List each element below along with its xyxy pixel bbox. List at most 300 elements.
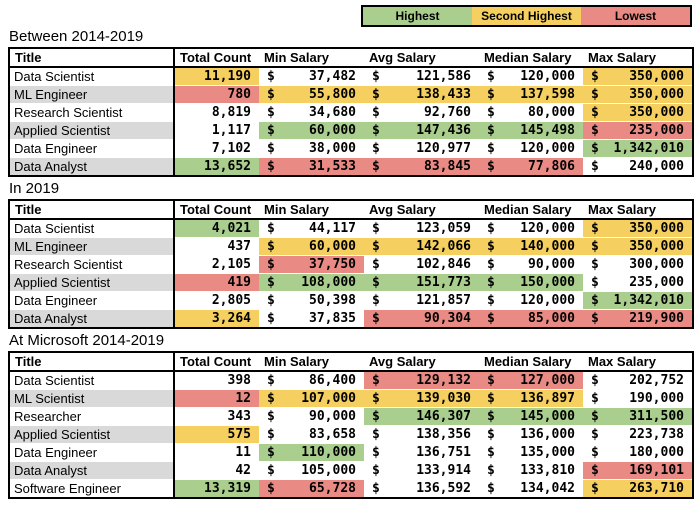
cell-title[interactable]: Data Engineer bbox=[9, 140, 174, 158]
cell-total-count[interactable]: 8,819 bbox=[174, 104, 259, 122]
cell-avg-salary[interactable] bbox=[364, 274, 479, 292]
cell-title[interactable]: ML Engineer bbox=[9, 86, 174, 104]
cell-max-salary[interactable] bbox=[583, 390, 693, 408]
table-row bbox=[9, 104, 693, 122]
salary-value: 108,000 bbox=[301, 275, 356, 290]
legend-item-lowest: Lowest bbox=[581, 7, 690, 25]
salary-value: 80,000 bbox=[528, 105, 575, 120]
column-header-title[interactable]: Title bbox=[9, 352, 174, 371]
cell-max-salary[interactable] bbox=[583, 274, 693, 292]
dollar-sign: $ bbox=[372, 69, 380, 84]
dollar-sign: $ bbox=[591, 481, 599, 496]
salary-tables-container bbox=[8, 29, 692, 499]
cell-median-salary[interactable] bbox=[479, 444, 583, 462]
salary-value: 190,000 bbox=[629, 391, 684, 406]
salary-value: 34,680 bbox=[309, 105, 356, 120]
cell-max-salary[interactable] bbox=[583, 122, 693, 140]
dollar-sign: $ bbox=[487, 123, 495, 138]
dollar-sign: $ bbox=[372, 427, 380, 442]
column-header-max-salary[interactable]: Max Salary bbox=[583, 48, 693, 67]
header-row bbox=[9, 48, 693, 67]
dollar-sign: $ bbox=[372, 141, 380, 156]
salary-value: 85,000 bbox=[528, 311, 575, 326]
dollar-sign: $ bbox=[267, 257, 275, 272]
salary-value: 136,751 bbox=[416, 445, 471, 460]
salary-value: 300,000 bbox=[629, 257, 684, 272]
section-title: In 2019 bbox=[9, 180, 60, 197]
salary-value: 133,810 bbox=[520, 463, 575, 478]
column-header-total-count[interactable]: Total Count bbox=[174, 200, 259, 219]
cell-min-salary[interactable] bbox=[259, 238, 364, 256]
dollar-sign: $ bbox=[487, 141, 495, 156]
cell-total-count[interactable]: 575 bbox=[174, 426, 259, 444]
cell-min-salary[interactable] bbox=[259, 274, 364, 292]
column-header-median-salary[interactable]: Median Salary bbox=[479, 48, 583, 67]
salary-value: 137,598 bbox=[520, 87, 575, 102]
dollar-sign: $ bbox=[267, 141, 275, 156]
cell-median-salary[interactable] bbox=[479, 292, 583, 310]
cell-title[interactable]: Applied Scientist bbox=[9, 274, 174, 292]
legend-row bbox=[8, 5, 692, 27]
cell-max-salary[interactable] bbox=[583, 462, 693, 480]
cell-min-salary[interactable] bbox=[259, 158, 364, 177]
column-header-min-salary[interactable]: Min Salary bbox=[259, 48, 364, 67]
cell-min-salary[interactable] bbox=[259, 371, 364, 390]
cell-max-salary[interactable] bbox=[583, 219, 693, 238]
dollar-sign: $ bbox=[591, 373, 599, 388]
cell-title[interactable]: Data Scientist bbox=[9, 371, 174, 390]
table-row bbox=[9, 462, 693, 480]
salary-value: 92,760 bbox=[424, 105, 471, 120]
salary-value: 120,000 bbox=[520, 221, 575, 236]
column-header-title[interactable]: Title bbox=[9, 48, 174, 67]
column-header-total-count[interactable]: Total Count bbox=[174, 352, 259, 371]
data-table bbox=[8, 199, 694, 329]
cell-min-salary[interactable] bbox=[259, 86, 364, 104]
salary-value: 129,132 bbox=[416, 373, 471, 388]
cell-avg-salary[interactable] bbox=[364, 480, 479, 499]
cell-total-count[interactable]: 42 bbox=[174, 462, 259, 480]
cell-total-count[interactable]: 3,264 bbox=[174, 310, 259, 329]
salary-value: 235,000 bbox=[629, 275, 684, 290]
dollar-sign: $ bbox=[591, 257, 599, 272]
salary-value: 139,030 bbox=[416, 391, 471, 406]
cell-max-salary[interactable] bbox=[583, 426, 693, 444]
cell-median-salary[interactable] bbox=[479, 462, 583, 480]
cell-total-count[interactable]: 2,105 bbox=[174, 256, 259, 274]
cell-total-count[interactable]: 11,190 bbox=[174, 67, 259, 86]
cell-max-salary[interactable] bbox=[583, 158, 693, 177]
cell-total-count[interactable]: 7,102 bbox=[174, 140, 259, 158]
table-row bbox=[9, 238, 693, 256]
cell-avg-salary[interactable] bbox=[364, 371, 479, 390]
salary-value: 350,000 bbox=[629, 105, 684, 120]
legend-item-second-highest: Second Highest bbox=[472, 7, 581, 25]
cell-max-salary[interactable] bbox=[583, 480, 693, 499]
cell-min-salary[interactable] bbox=[259, 480, 364, 499]
dollar-sign: $ bbox=[372, 159, 380, 174]
dollar-sign: $ bbox=[487, 427, 495, 442]
dollar-sign: $ bbox=[267, 311, 275, 326]
salary-value: 37,750 bbox=[309, 257, 356, 272]
salary-value: 123,059 bbox=[416, 221, 471, 236]
salary-value: 136,592 bbox=[416, 481, 471, 496]
cell-title[interactable]: Research Scientist bbox=[9, 256, 174, 274]
dollar-sign: $ bbox=[591, 221, 599, 236]
dollar-sign: $ bbox=[591, 87, 599, 102]
cell-min-salary[interactable] bbox=[259, 390, 364, 408]
table-row bbox=[9, 390, 693, 408]
cell-total-count[interactable]: 4,021 bbox=[174, 219, 259, 238]
cell-min-salary[interactable] bbox=[259, 104, 364, 122]
legend-item-highest: Highest bbox=[363, 7, 472, 25]
cell-title[interactable]: ML Engineer bbox=[9, 238, 174, 256]
salary-value: 50,398 bbox=[309, 293, 356, 308]
dollar-sign: $ bbox=[372, 373, 380, 388]
salary-value: 60,000 bbox=[309, 123, 356, 138]
salary-value: 37,482 bbox=[309, 69, 356, 84]
dollar-sign: $ bbox=[267, 105, 275, 120]
cell-min-salary[interactable] bbox=[259, 256, 364, 274]
dollar-sign: $ bbox=[267, 239, 275, 254]
cell-min-salary[interactable] bbox=[259, 292, 364, 310]
cell-total-count[interactable]: 11 bbox=[174, 444, 259, 462]
dollar-sign: $ bbox=[372, 463, 380, 478]
dollar-sign: $ bbox=[487, 221, 495, 236]
salary-value: 55,800 bbox=[309, 87, 356, 102]
cell-median-salary[interactable] bbox=[479, 238, 583, 256]
salary-value: 140,000 bbox=[520, 239, 575, 254]
salary-value: 151,773 bbox=[416, 275, 471, 290]
cell-title[interactable]: Data Scientist bbox=[9, 67, 174, 86]
dollar-sign: $ bbox=[591, 159, 599, 174]
cell-max-salary[interactable] bbox=[583, 67, 693, 86]
table-row bbox=[9, 444, 693, 462]
cell-median-salary[interactable] bbox=[479, 310, 583, 329]
dollar-sign: $ bbox=[591, 463, 599, 478]
dollar-sign: $ bbox=[267, 373, 275, 388]
cell-min-salary[interactable] bbox=[259, 408, 364, 426]
salary-value: 202,752 bbox=[629, 373, 684, 388]
dollar-sign: $ bbox=[487, 69, 495, 84]
salary-value: 127,000 bbox=[520, 373, 575, 388]
table-row bbox=[9, 256, 693, 274]
salary-value: 169,101 bbox=[629, 463, 684, 478]
salary-value: 350,000 bbox=[629, 239, 684, 254]
dollar-sign: $ bbox=[267, 159, 275, 174]
dollar-sign: $ bbox=[267, 221, 275, 236]
dollar-sign: $ bbox=[591, 311, 599, 326]
cell-total-count[interactable]: 13,319 bbox=[174, 480, 259, 499]
dollar-sign: $ bbox=[487, 481, 495, 496]
salary-value: 150,000 bbox=[520, 275, 575, 290]
cell-min-salary[interactable] bbox=[259, 310, 364, 329]
cell-min-salary[interactable] bbox=[259, 67, 364, 86]
cell-total-count[interactable]: 13,652 bbox=[174, 158, 259, 177]
dollar-sign: $ bbox=[267, 409, 275, 424]
salary-value: 138,433 bbox=[416, 87, 471, 102]
column-header-title[interactable]: Title bbox=[9, 200, 174, 219]
table-section bbox=[8, 181, 692, 329]
salary-value: 65,728 bbox=[309, 481, 356, 496]
dollar-sign: $ bbox=[372, 221, 380, 236]
column-header-median-salary[interactable]: Median Salary bbox=[479, 200, 583, 219]
cell-min-salary[interactable] bbox=[259, 444, 364, 462]
cell-max-salary[interactable] bbox=[583, 86, 693, 104]
cell-total-count[interactable]: 2,805 bbox=[174, 292, 259, 310]
salary-value: 145,000 bbox=[520, 409, 575, 424]
cell-total-count[interactable]: 343 bbox=[174, 408, 259, 426]
salary-value: 31,533 bbox=[309, 159, 356, 174]
column-header-min-salary[interactable]: Min Salary bbox=[259, 200, 364, 219]
salary-value: 120,000 bbox=[520, 69, 575, 84]
salary-value: 83,845 bbox=[424, 159, 471, 174]
cell-median-salary[interactable] bbox=[479, 426, 583, 444]
cell-median-salary[interactable] bbox=[479, 219, 583, 238]
cell-avg-salary[interactable] bbox=[364, 158, 479, 177]
header-row bbox=[9, 352, 693, 371]
column-header-avg-salary[interactable]: Avg Salary bbox=[364, 48, 479, 67]
table-row bbox=[9, 86, 693, 104]
cell-total-count[interactable]: 419 bbox=[174, 274, 259, 292]
salary-value: 147,436 bbox=[416, 123, 471, 138]
cell-title[interactable]: Researcher bbox=[9, 408, 174, 426]
salary-value: 350,000 bbox=[629, 221, 684, 236]
cell-min-salary[interactable] bbox=[259, 426, 364, 444]
cell-title[interactable]: Data Scientist bbox=[9, 219, 174, 238]
salary-value: 107,000 bbox=[301, 391, 356, 406]
salary-value: 134,042 bbox=[520, 481, 575, 496]
salary-value: 142,066 bbox=[416, 239, 471, 254]
dollar-sign: $ bbox=[487, 311, 495, 326]
dollar-sign: $ bbox=[267, 391, 275, 406]
cell-median-salary[interactable] bbox=[479, 274, 583, 292]
cell-avg-salary[interactable] bbox=[364, 462, 479, 480]
cell-median-salary[interactable] bbox=[479, 371, 583, 390]
cell-avg-salary[interactable] bbox=[364, 292, 479, 310]
dollar-sign: $ bbox=[487, 293, 495, 308]
column-header-median-salary[interactable]: Median Salary bbox=[479, 352, 583, 371]
dollar-sign: $ bbox=[487, 409, 495, 424]
dollar-sign: $ bbox=[267, 463, 275, 478]
dollar-sign: $ bbox=[591, 105, 599, 120]
dollar-sign: $ bbox=[591, 275, 599, 290]
cell-title[interactable]: Software Engineer bbox=[9, 480, 174, 499]
salary-value: 263,710 bbox=[629, 481, 684, 496]
dollar-sign: $ bbox=[267, 293, 275, 308]
cell-total-count[interactable]: 437 bbox=[174, 238, 259, 256]
cell-median-salary[interactable] bbox=[479, 86, 583, 104]
dollar-sign: $ bbox=[591, 445, 599, 460]
dollar-sign: $ bbox=[372, 293, 380, 308]
salary-value: 90,000 bbox=[309, 409, 356, 424]
cell-title[interactable]: Data Analyst bbox=[9, 462, 174, 480]
salary-value: 146,307 bbox=[416, 409, 471, 424]
cell-total-count[interactable]: 12 bbox=[174, 390, 259, 408]
cell-avg-salary[interactable] bbox=[364, 140, 479, 158]
salary-value: 145,498 bbox=[520, 123, 575, 138]
dollar-sign: $ bbox=[591, 391, 599, 406]
column-header-avg-salary[interactable]: Avg Salary bbox=[364, 352, 479, 371]
salary-value: 105,000 bbox=[301, 463, 356, 478]
table-section bbox=[8, 29, 692, 177]
cell-max-salary[interactable] bbox=[583, 444, 693, 462]
cell-title[interactable]: Applied Scientist bbox=[9, 426, 174, 444]
salary-value: 219,900 bbox=[629, 311, 684, 326]
cell-avg-salary[interactable] bbox=[364, 122, 479, 140]
cell-max-salary[interactable] bbox=[583, 140, 693, 158]
dollar-sign: $ bbox=[267, 481, 275, 496]
salary-value: 86,400 bbox=[309, 373, 356, 388]
dollar-sign: $ bbox=[267, 275, 275, 290]
table-row bbox=[9, 140, 693, 158]
dollar-sign: $ bbox=[487, 87, 495, 102]
cell-avg-salary[interactable] bbox=[364, 408, 479, 426]
dollar-sign: $ bbox=[372, 409, 380, 424]
table-row bbox=[9, 219, 693, 238]
cell-median-salary[interactable] bbox=[479, 67, 583, 86]
salary-value: 1,342,010 bbox=[613, 293, 684, 308]
cell-avg-salary[interactable] bbox=[364, 444, 479, 462]
salary-value: 235,000 bbox=[629, 123, 684, 138]
salary-value: 110,000 bbox=[301, 445, 356, 460]
salary-value: 60,000 bbox=[309, 239, 356, 254]
dollar-sign: $ bbox=[487, 463, 495, 478]
salary-value: 120,000 bbox=[520, 293, 575, 308]
column-header-min-salary[interactable]: Min Salary bbox=[259, 352, 364, 371]
table-row bbox=[9, 274, 693, 292]
salary-value: 135,000 bbox=[520, 445, 575, 460]
cell-total-count[interactable]: 780 bbox=[174, 86, 259, 104]
salary-value: 136,000 bbox=[520, 427, 575, 442]
dollar-sign: $ bbox=[372, 445, 380, 460]
salary-value: 120,977 bbox=[416, 141, 471, 156]
dollar-sign: $ bbox=[591, 409, 599, 424]
section-title: At Microsoft 2014-2019 bbox=[9, 332, 165, 349]
cell-median-salary[interactable] bbox=[479, 104, 583, 122]
cell-min-salary[interactable] bbox=[259, 122, 364, 140]
dollar-sign: $ bbox=[372, 105, 380, 120]
cell-median-salary[interactable] bbox=[479, 480, 583, 499]
table-row bbox=[9, 426, 693, 444]
cell-max-salary[interactable] bbox=[583, 292, 693, 310]
column-header-max-salary[interactable]: Max Salary bbox=[583, 352, 693, 371]
salary-value: 102,846 bbox=[416, 257, 471, 272]
cell-min-salary[interactable] bbox=[259, 219, 364, 238]
cell-avg-salary[interactable] bbox=[364, 219, 479, 238]
dollar-sign: $ bbox=[267, 427, 275, 442]
cell-max-salary[interactable] bbox=[583, 310, 693, 329]
dollar-sign: $ bbox=[372, 311, 380, 326]
dollar-sign: $ bbox=[591, 293, 599, 308]
cell-total-count[interactable]: 398 bbox=[174, 371, 259, 390]
cell-title[interactable]: ML Scientist bbox=[9, 390, 174, 408]
cell-avg-salary[interactable] bbox=[364, 426, 479, 444]
dollar-sign: $ bbox=[487, 105, 495, 120]
salary-value: 223,738 bbox=[629, 427, 684, 442]
table-row bbox=[9, 122, 693, 140]
table-row bbox=[9, 408, 693, 426]
cell-avg-salary[interactable] bbox=[364, 390, 479, 408]
cell-max-salary[interactable] bbox=[583, 238, 693, 256]
cell-title[interactable]: Data Engineer bbox=[9, 292, 174, 310]
header-row bbox=[9, 200, 693, 219]
cell-title[interactable]: Data Analyst bbox=[9, 158, 174, 177]
dollar-sign: $ bbox=[372, 123, 380, 138]
cell-median-salary[interactable] bbox=[479, 390, 583, 408]
salary-value: 38,000 bbox=[309, 141, 356, 156]
salary-value: 83,658 bbox=[309, 427, 356, 442]
data-table bbox=[8, 47, 694, 177]
salary-value: 121,586 bbox=[416, 69, 471, 84]
salary-value: 90,304 bbox=[424, 311, 471, 326]
dollar-sign: $ bbox=[372, 257, 380, 272]
dollar-sign: $ bbox=[372, 87, 380, 102]
dollar-sign: $ bbox=[487, 239, 495, 254]
salary-value: 121,857 bbox=[416, 293, 471, 308]
dollar-sign: $ bbox=[267, 87, 275, 102]
cell-avg-salary[interactable] bbox=[364, 238, 479, 256]
column-header-total-count[interactable]: Total Count bbox=[174, 48, 259, 67]
salary-value: 180,000 bbox=[629, 445, 684, 460]
dollar-sign: $ bbox=[591, 123, 599, 138]
salary-value: 350,000 bbox=[629, 69, 684, 84]
table-section bbox=[8, 333, 692, 499]
cell-median-salary[interactable] bbox=[479, 256, 583, 274]
cell-max-salary[interactable] bbox=[583, 104, 693, 122]
salary-value: 37,835 bbox=[309, 311, 356, 326]
cell-median-salary[interactable] bbox=[479, 122, 583, 140]
dollar-sign: $ bbox=[267, 69, 275, 84]
cell-max-salary[interactable] bbox=[583, 371, 693, 390]
cell-avg-salary[interactable] bbox=[364, 86, 479, 104]
cell-avg-salary[interactable] bbox=[364, 256, 479, 274]
dollar-sign: $ bbox=[487, 275, 495, 290]
cell-median-salary[interactable] bbox=[479, 158, 583, 177]
cell-min-salary[interactable] bbox=[259, 140, 364, 158]
table-row bbox=[9, 371, 693, 390]
salary-value: 350,000 bbox=[629, 87, 684, 102]
dollar-sign: $ bbox=[591, 69, 599, 84]
cell-max-salary[interactable] bbox=[583, 256, 693, 274]
cell-title[interactable]: Data Analyst bbox=[9, 310, 174, 329]
cell-median-salary[interactable] bbox=[479, 140, 583, 158]
dollar-sign: $ bbox=[267, 445, 275, 460]
dollar-sign: $ bbox=[372, 275, 380, 290]
cell-median-salary[interactable] bbox=[479, 408, 583, 426]
salary-value: 90,000 bbox=[528, 257, 575, 272]
cell-avg-salary[interactable] bbox=[364, 310, 479, 329]
cell-title[interactable]: Research Scientist bbox=[9, 104, 174, 122]
cell-title[interactable]: Data Engineer bbox=[9, 444, 174, 462]
dollar-sign: $ bbox=[591, 239, 599, 254]
dollar-sign: $ bbox=[591, 141, 599, 156]
dollar-sign: $ bbox=[487, 159, 495, 174]
cell-max-salary[interactable] bbox=[583, 408, 693, 426]
column-header-max-salary[interactable]: Max Salary bbox=[583, 200, 693, 219]
salary-value: 136,897 bbox=[520, 391, 575, 406]
cell-total-count[interactable]: 1,117 bbox=[174, 122, 259, 140]
salary-value: 133,914 bbox=[416, 463, 471, 478]
cell-avg-salary[interactable] bbox=[364, 67, 479, 86]
cell-min-salary[interactable] bbox=[259, 462, 364, 480]
dollar-sign: $ bbox=[487, 391, 495, 406]
dollar-sign: $ bbox=[372, 391, 380, 406]
cell-title[interactable]: Applied Scientist bbox=[9, 122, 174, 140]
cell-avg-salary[interactable] bbox=[364, 104, 479, 122]
salary-value: 77,806 bbox=[528, 159, 575, 174]
column-header-avg-salary[interactable]: Avg Salary bbox=[364, 200, 479, 219]
